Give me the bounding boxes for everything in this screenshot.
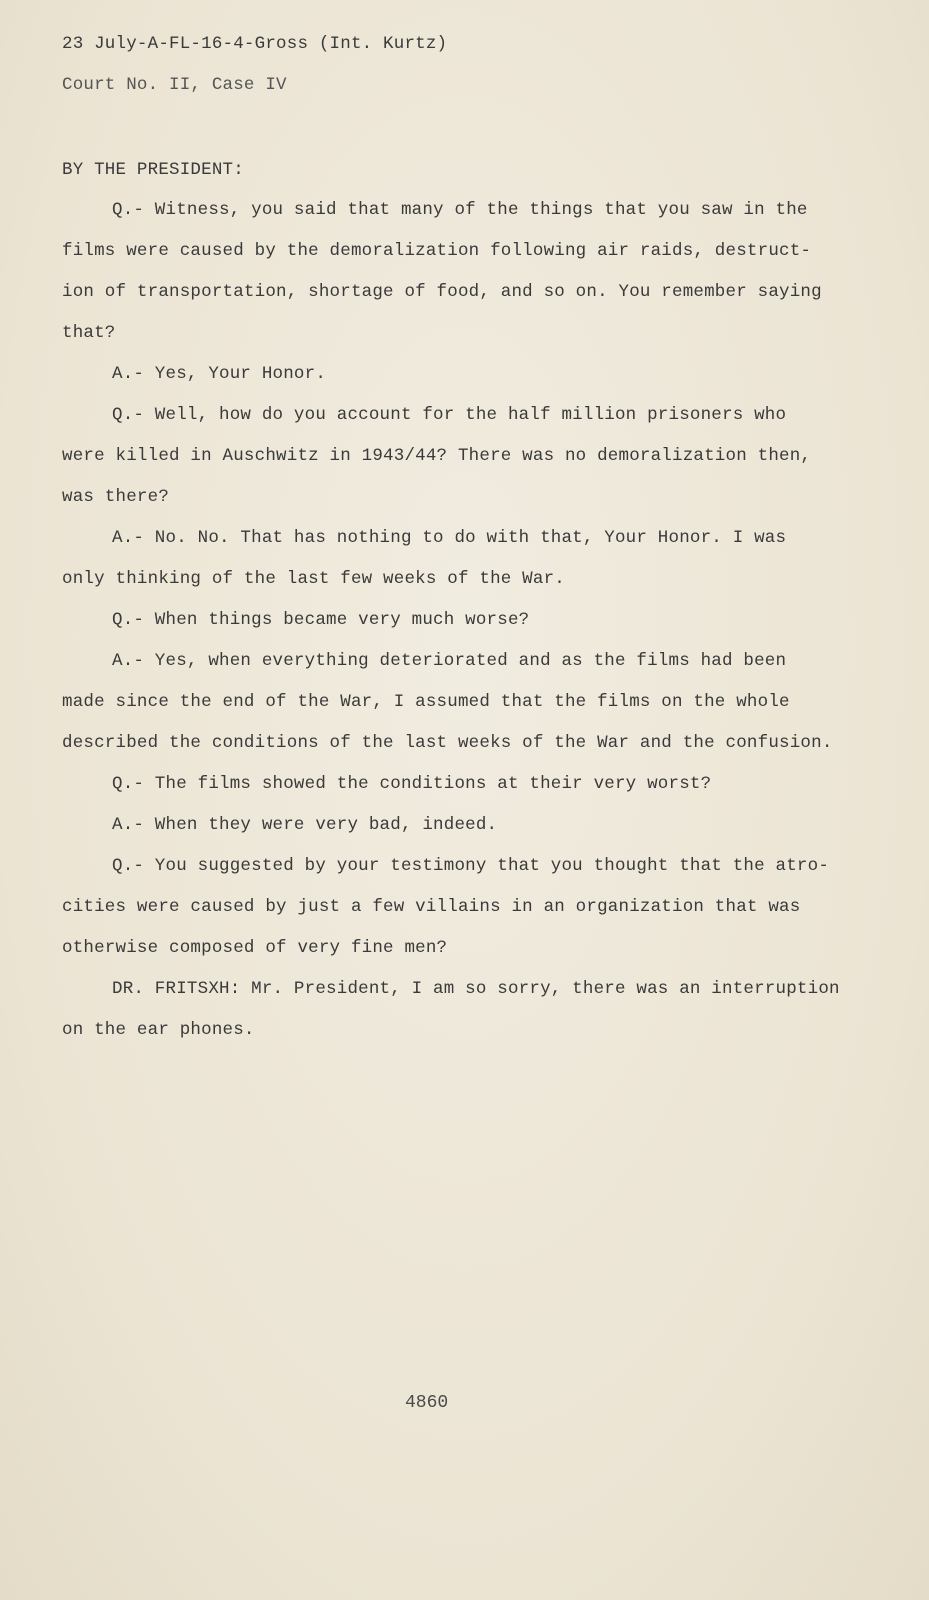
transcript-line: otherwise composed of very fine men? [62, 938, 448, 958]
header-reference: 23 July-A-FL-16-4-Gross (Int. Kurtz) [62, 34, 448, 54]
transcript-line: on the ear phones. [62, 1020, 255, 1040]
transcript-line: was there? [62, 487, 170, 507]
transcript-line: Q.- The films showed the conditions at their very worst? [112, 774, 712, 794]
transcript-line: A.- Yes, when everything deteriorated and as the films had been [112, 651, 787, 671]
transcript-line: A.- Yes, Your Honor. [112, 364, 327, 384]
transcript-line: ion of transportation, shortage of food, and so on. You remember saying [62, 282, 822, 302]
transcript-line: described the conditions of the last weeks of the War and the confusion. [62, 733, 833, 753]
transcript-line: A.- When they were very bad, indeed. [112, 815, 498, 835]
transcript-line: DR. FRITSXH: Mr. President, I am so sorry, there was an interruption [112, 979, 840, 999]
transcript-line: were killed in Auschwitz in 1943/44? There was no demoralization then, [62, 446, 812, 466]
transcript-line: that? [62, 323, 116, 343]
transcript-line: made since the end of the War, I assumed that the films on the whole [62, 692, 790, 712]
transcript-line: films were caused by the demoralization following air raids, destruct- [62, 241, 812, 261]
transcript-line: only thinking of the last few weeks of the War. [62, 569, 565, 589]
transcript-line: Q.- Well, how do you account for the half million prisoners who [112, 405, 787, 425]
transcript-line: Q.- You suggested by your testimony that you thought that the atro- [112, 856, 830, 876]
transcript-line: cities were caused by just a few villains in an organization that was [62, 897, 801, 917]
section-heading: BY THE PRESIDENT: [62, 160, 244, 180]
transcript-line: A.- No. No. That has nothing to do with that, Your Honor. I was [112, 528, 787, 548]
transcript-line: Q.- When things became very much worse? [112, 610, 530, 630]
transcript-line: Q.- Witness, you said that many of the things that you saw in the [112, 200, 808, 220]
court-case-line: Court No. II, Case IV [62, 75, 287, 95]
page-number: 4860 [405, 1393, 449, 1413]
